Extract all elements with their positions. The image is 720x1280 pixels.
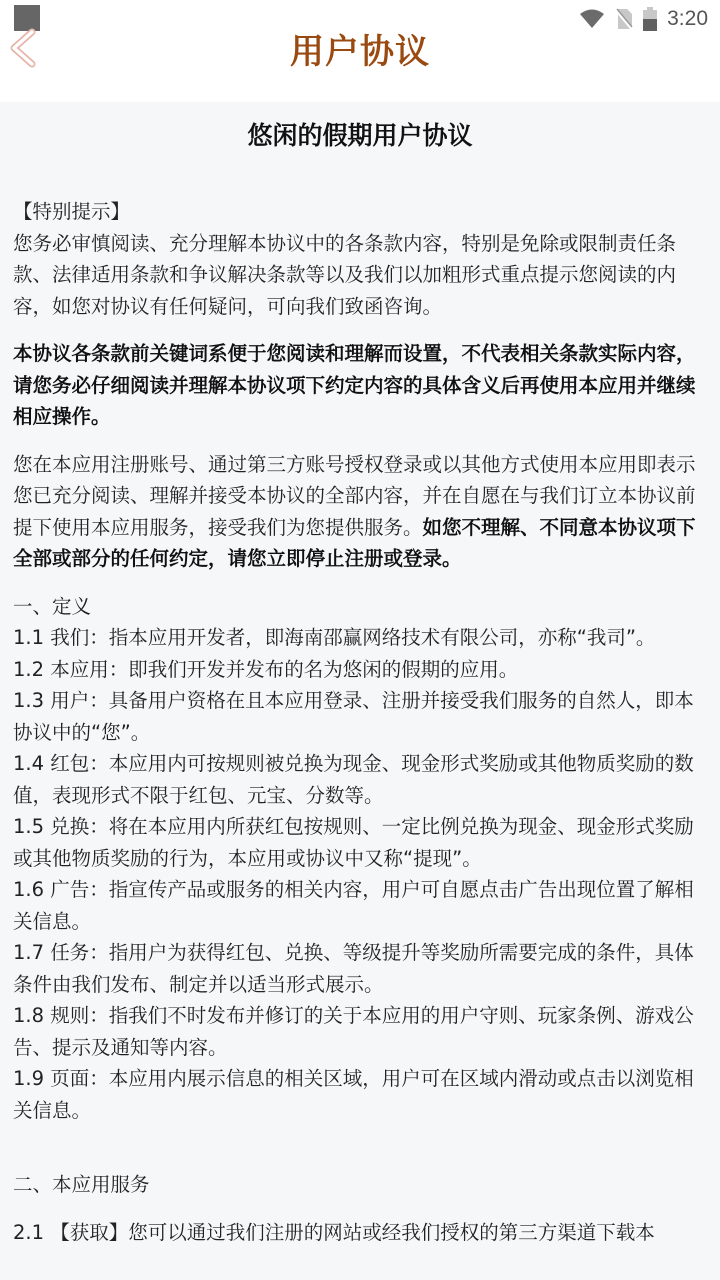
app-header (0, 0, 720, 102)
definition-item: 1.5 兑换：将在本应用内所获红包按规则、一定比例兑换为现金、现金形式奖励或其他物质奖励的行为，本应用或协议中又称“提现”。 (13, 815, 694, 870)
section-heading: 二、本应用服务 (13, 1173, 150, 1196)
definition-item: 1.6 广告：指宣传产品或服务的相关内容，用户可自愿点击广告出现位置了解相关信息。 (13, 878, 694, 933)
agreement-content[interactable] (0, 102, 720, 1280)
definition-item: 1.3 用户：具备用户资格在且本应用登录、注册并接受我们服务的自然人，即本协议中的“您”。 (13, 689, 694, 744)
definition-item: 1.7 任务：指用户为获得红包、兑换、等级提升等奖励所需要完成的条件，具体条件由我们发布、制定并以适当形式展示。 (13, 941, 694, 996)
document-title: 悠闲的假期用户协议 (247, 121, 473, 150)
section-heading: 一、定义 (13, 594, 92, 618)
status-time: 3:20 (667, 7, 708, 30)
page-title: 用户协议 (290, 32, 430, 72)
service-item: 2.1 【获取】您可以通过我们注册的网站或经我们授权的第三方渠道下载本 (13, 1220, 655, 1244)
definition-item: 1.2 本应用：即我们开发并发布的名为悠闲的假期的应用。 (13, 657, 519, 681)
acceptance-paragraph (13, 449, 707, 575)
definition-item: 1.1 我们：指本应用开发者，即海南邵赢网络技术有限公司，亦称“我司”。 (13, 626, 656, 649)
definition-item: 1.9 页面：本应用内展示信息的相关区域，用户可在区域内滑动或点击以浏览相关信息。 (13, 1067, 694, 1122)
acceptance-warning: 如您不理解、不同意本协议项下全部或部分的任何约定，请您立即停止注册或登录。 (13, 515, 696, 570)
acceptance-text: 您在本应用注册账号、通过第三方账号授权登录或以其他方式使用本应用即表示您已充分阅读、理解并接受本协议的全部内容，并在自愿在与我们订立本协议前提下使用本应用服务，接受我们为您提供服务。 (13, 452, 696, 539)
bold-notice: 本协议各条款前关键词系便于您阅读和理解而设置，不代表相关条款实际内容，请您务必仔细阅读并理解本协议项下约定内容的具体含义后再使用本应用并继续相应操作。 (13, 342, 696, 428)
definition-item: 1.8 规则：指我们不时发布并修订的关于本应用的用户守则、玩家条例、游戏公告、提示及通知等内容。 (13, 1004, 694, 1059)
special-notice-body: 您务必审慎阅读、充分理解本协议中的各条款内容，特别是免除或限制责任条款、法律适用条款和争议解决条款等以及我们以加粗形式重点提示您阅读的内容，如您对协议有任何疑问，可向我们致函咨询。 (13, 231, 677, 318)
special-notice-heading: 【特别提示】 (13, 200, 131, 223)
definition-item: 1.4 红包：本应用内可按规则被兑换为现金、现金形式奖励或其他物质奖励的数值，表现形式不限于红包、元宝、分数等。 (13, 752, 694, 807)
